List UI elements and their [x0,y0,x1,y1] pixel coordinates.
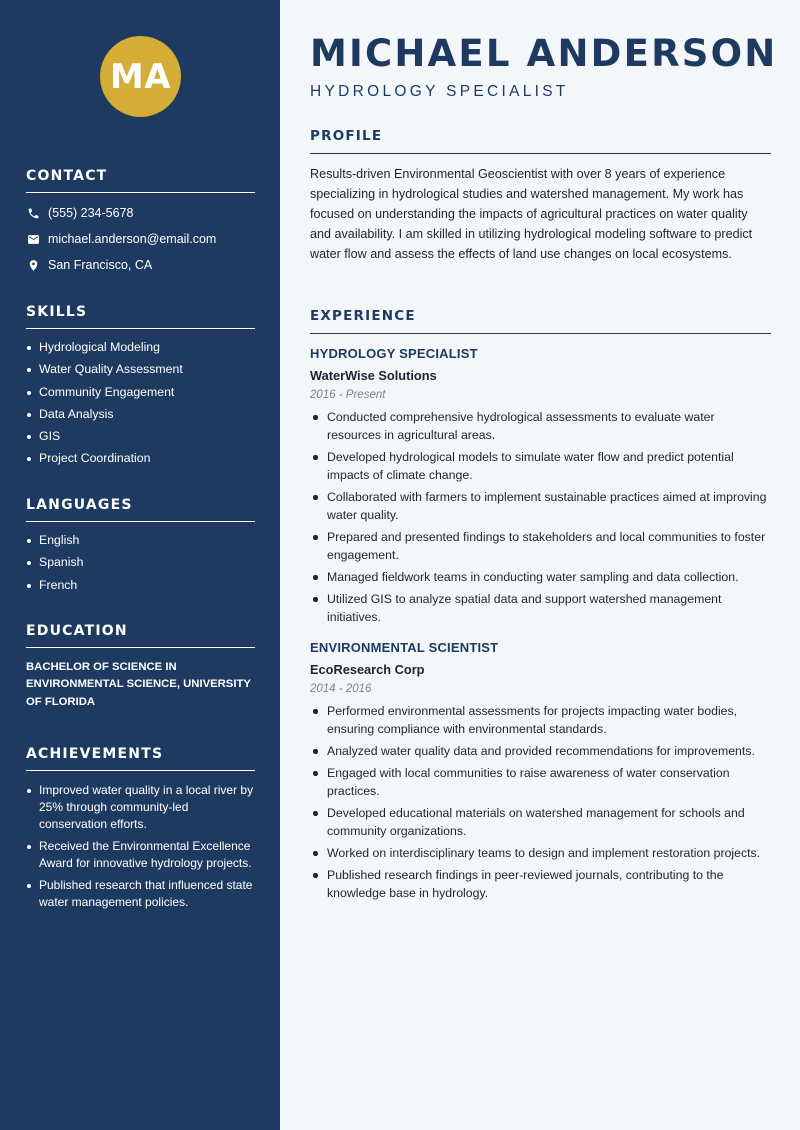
list-item: Performed environmental assessments for projects impacting water bodies, ensuring compliance with environmental standards. [310,702,771,738]
list-item: Spanish [26,554,255,571]
list-item: Collaborated with farmers to implement sustainable practices aimed at improving water quality. [310,488,771,524]
job-title: HYDROLOGY SPECIALIST [310,346,478,361]
achievements-section [26,746,255,916]
phone-icon [26,206,40,220]
list-item: Developed educational materials on watershed management for schools and community organizations. [310,804,771,840]
sidebar [0,0,280,1130]
job-dates: 2014 - 2016 [310,683,372,695]
list-item: Engaged with local communities to raise awareness of water conservation practices. [310,764,771,800]
list-item: Managed fieldwork teams in conducting water sampling and data collection. [310,568,771,586]
list-item: Developed hydrological models to simulate water flow and predict potential impacts of climate change. [310,448,771,484]
profile-text: Results-driven Environmental Geoscientist with over 8 years of experience specializing in hydrological studies and watershed management. My work has focused on understanding the impacts of agricultural practices on water quality and availability. I am skilled in utilizing hydrological modeling software to predict water flow and assess the effects of land use changes on local ecosystems. [310,167,753,261]
job-dates: 2016 - Present [310,389,386,401]
languages-heading: LANGUAGES [26,497,255,522]
contact-section [26,168,255,278]
email-text: michael.anderson@email.com [48,232,217,246]
location-pin-icon [26,258,40,272]
contact-location [26,252,255,278]
profile-section [310,128,771,264]
contact-email[interactable] [26,226,255,252]
education-degree: BACHELOR OF SCIENCE IN ENVIRONMENTAL SCIENCE, UNIVERSITY OF FLORIDA [26,661,251,708]
list-item: Community Engagement [26,384,255,401]
job-bullets [310,408,771,626]
job-title: ENVIRONMENTAL SCIENTIST [310,640,499,655]
skills-heading: SKILLS [26,304,255,329]
education-heading: EDUCATION [26,623,255,648]
list-item: Worked on interdisciplinary teams to design and implement restoration projects. [310,844,771,862]
list-item: French [26,577,255,594]
achievements-list [26,782,255,911]
list-item: English [26,532,255,549]
list-item: Received the Environmental Excellence Award for innovative hydrology projects. [26,838,255,872]
skills-section [26,304,255,473]
languages-section [26,497,255,599]
phone-text: (555) 234-5678 [48,206,134,220]
location-text: San Francisco, CA [48,258,153,272]
list-item: Hydrological Modeling [26,339,255,356]
contact-heading: CONTACT [26,168,255,193]
experience-section [310,308,771,906]
list-item: Utilized GIS to analyze spatial data and support watershed management initiatives. [310,590,771,626]
company-name: WaterWise Solutions [310,368,437,383]
skills-list [26,339,255,467]
list-item: Project Coordination [26,450,255,467]
languages-list [26,532,255,594]
list-item: Analyzed water quality data and provided recommendations for improvements. [310,742,771,760]
list-item: Published research findings in peer-reviewed journals, contributing to the knowledge base in hydrology. [310,866,771,902]
candidate-name: MICHAEL ANDERSON [310,32,778,75]
company-name: EcoResearch Corp [310,662,425,677]
candidate-role: HYDROLOGY SPECIALIST [310,83,569,100]
profile-heading: PROFILE [310,128,771,154]
contact-phone[interactable] [26,200,255,226]
list-item: Prepared and presented findings to stakeholders and local communities to foster engagement. [310,528,771,564]
list-item: Published research that influenced state water management policies. [26,877,255,911]
list-item: Water Quality Assessment [26,361,255,378]
main-content [280,0,800,1130]
education-section [26,623,255,711]
list-item: GIS [26,428,255,445]
list-item: Conducted comprehensive hydrological assessments to evaluate water resources in agricultural areas. [310,408,771,444]
mail-icon [26,232,40,246]
achievements-heading: ACHIEVEMENTS [26,746,255,771]
list-item: Improved water quality in a local river by 25% through community-led conservation efforts. [26,782,255,833]
job-bullets [310,702,771,902]
experience-heading: EXPERIENCE [310,308,771,334]
avatar: MA [100,36,181,117]
list-item: Data Analysis [26,406,255,423]
job-entry [310,640,771,902]
job-entry [310,346,771,626]
